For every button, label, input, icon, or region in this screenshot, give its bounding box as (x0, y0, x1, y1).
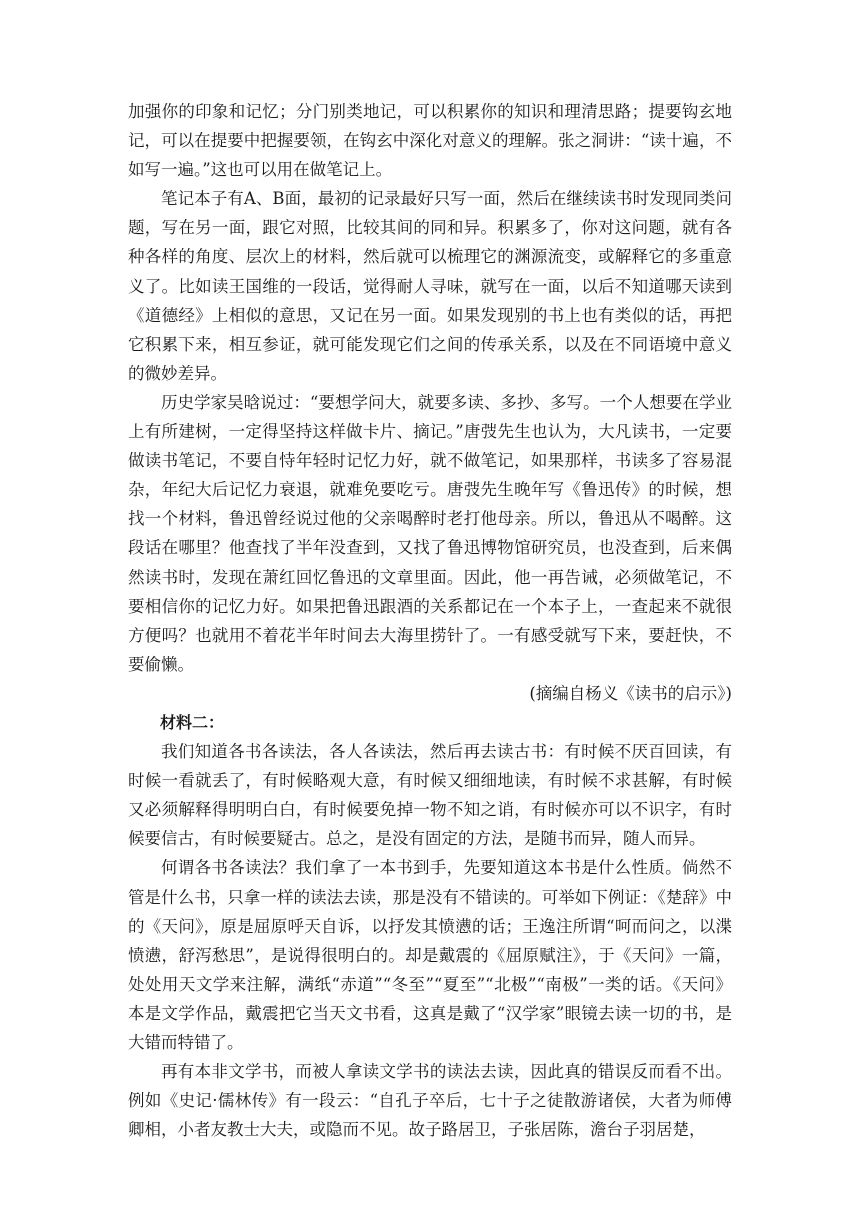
paragraph-continued: 加强你的印象和记忆；分门别类地记，可以积累你的知识和理清思路；提要钩玄地记，可以在提要中把握要领，在钩玄中深化对意义的理解。张之洞讲：“读十遍，不如写一遍。”这也可以用在做笔记上。 (128, 102, 732, 180)
paragraph-non-literary: 再有本非文学书，而被人拿读文学书的读法去读，因此真的错误反而看不出。例如《史记·儒林传》有一段云：“自孔子卒后，七十子之徒散游诸侯，大者为师傅卿相，小者友教士大夫，或隐而不见。故子路居卫，子张居陈，澹台子羽居楚， (128, 1062, 732, 1140)
source-citation: (摘编自杨义《读书的启示》) (529, 683, 732, 703)
section-heading-material-2: 材料二： (160, 712, 225, 732)
paragraph-notebook-ab: 笔记本子有A、B面，最初的记录最好只写一面，然后在继续读书时发现同类问题，写在另一面，跟它对照，比较其间的同和异。积累多了，你对这问题，就有各种各样的角度、层次上的材料，然后就可以梳理它的渊源流变，或解释它的多重意义了。比如读王国维的一段话，觉得耐人寻味，就写在一面，以后不知道哪天读到《道德经》上相似的意思，又记在另一面。如果发现别的书上也有类似的话，再把它积累下来，相互参证，就可能发现它们之间的传承关系，以及在不同语境中意义的微妙差异。 (128, 189, 732, 383)
paragraph-each-book: 何谓各书各读法？我们拿了一本书到手，先要知道这本书是什么性质。倘然不管是什么书，只拿一样的读法去读，那是没有不错读的。可举如下例证：《楚辞》中的《天问》，原是屈原呼天自诉，以抒发其愤懑的话；王逸注所谓“呵而问之，以渫愤懑，舒泻愁思”，是说得很明白的。却是戴震的《屈原赋注》，于《天问》一篇，处处用天文学来注解，满纸“赤道”“冬至”“夏至”“北极”“南极”一类的话。《天问》本是文学作品，戴震把它当天文书看，这真是戴了“汉学家”眼镜去读一切的书，是大错而特错了。 (128, 858, 732, 1052)
document-page (128, 97, 732, 1144)
paragraph-reading-methods: 我们知道各书各读法，各人各读法，然后再去读古书：有时候不厌百回读，有时候一看就丢了，有时候略观大意，有时候又细细地读，有时候不求甚解，有时候又必须解释得明明白白，有时候要免掉一物不知之诮，有时候亦可以不识字，有时候要信古，有时候要疑古。总之，是没有固定的方法，是随书而异，随人而异。 (128, 742, 732, 849)
paragraph-wu-han: 历史学家吴晗说过：“要想学问大，就要多读、多抄、多写。一个人想要在学业上有所建树，一定得坚持这样做卡片、摘记。”唐弢先生也认为，大凡读书，一定要做读书笔记，不要自恃年轻时记忆力好，就不做笔记，如果那样，书读多了容易混杂，年纪大后记忆力衰退，就难免要吃亏。唐弢先生晚年写《鲁迅传》的时候，想找一个材料，鲁迅曾经说过他的父亲喝醉时老打他母亲。所以，鲁迅从不喝醉。这段话在哪里？他查找了半年没查到，又找了鲁迅博物馆研究员，也没查到，后来偶然读书时，发现在萧红回忆鲁迅的文章里面。因此，他一再告诫，必须做笔记，不要相信你的记忆力好。如果把鲁迅跟酒的关系都记在一个本子上，一查起来不就很方便吗？也就用不着花半年时间去大海里捞针了。一有感受就写下来，要赶快，不要偷懒。 (128, 392, 732, 674)
